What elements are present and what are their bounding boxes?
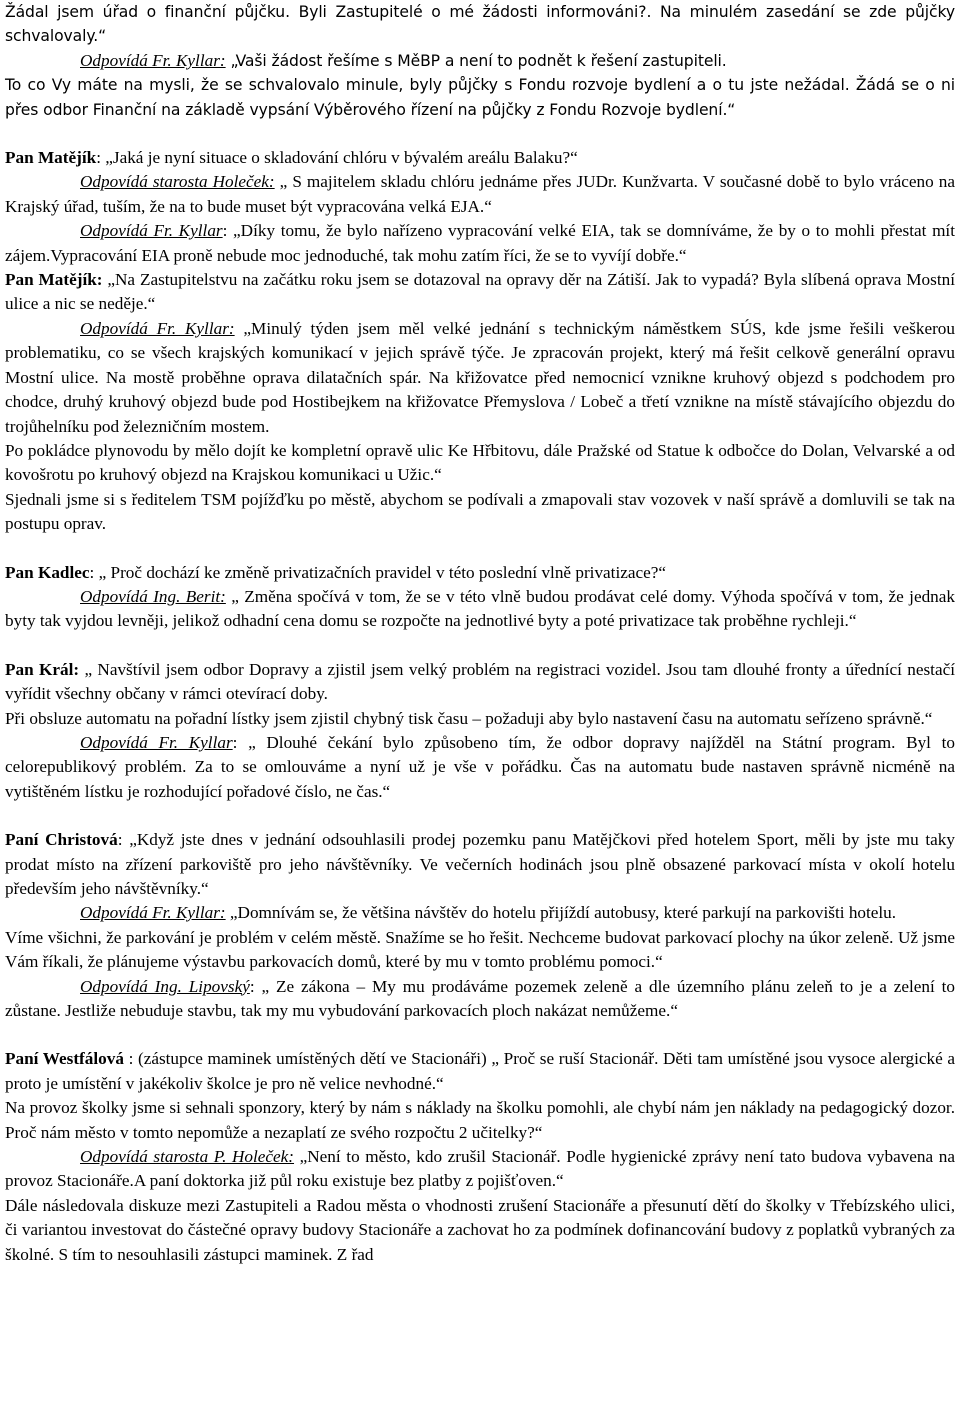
paragraph-p6	[5, 219, 955, 268]
text-run: Při obsluze automatu na pořadní lístky jsem zjistil chybný tisk času – požaduji aby bylo nastavení času na automatu seřízeno správně.“	[5, 708, 933, 728]
respondent-label: Odpovídá Fr. Kyllar	[80, 221, 223, 241]
paragraph-p18	[5, 926, 955, 975]
text-run: Dále následovala diskuze mezi Zastupiteli a Radou města o vhodnosti zrušení Stacionáře a přesunutí dětí do školky v Třebízského ulici, či variantou investovat do částečné opravy budovy Stacionáře a zachovat ho za podmínek dofinancování budovy z poplatků vybraných za školné. S tím to nesouhlasili zástupci maminek. Z řad	[5, 1195, 955, 1264]
text-run: „Minulý týden jsem měl velké jednání s technickým náměstkem SÚS, kde jsme řešili veškerou problematiku, co se všech krajských komunikací v jejich správě týče. Je zpracován projekt, který má řešit celkově generální opravu Mostní ulice. Na mostě proběhne oprava dilatačních spár. Na křižovatce před nemocnicí vznikne kruhový objezd s podchodem pro chodce, druhý kruhový objezd bude pod Hostibejkem na křižovatce Přemyslova / Lobeč a třetí vznikne na místě stávajícího objezdu do trojůhelníku pod železničním mostem.	[5, 318, 955, 436]
text-run: „ Navštívil jsem odbor Dopravy a zjistil jsem velký problém na registraci vozidel. Jsou tam dlouhé fronty a úřednící nestačí vyřídit všechny občany v rámci otevírací doby.	[5, 659, 955, 704]
text-run: : „ Dlouhé čekání bylo způsobeno tím, že odbor dopravy najížděl na Státní program. Byl to celorepublikový problém. Za to se omlouváme a nyní už je vše v pořádku. Čas na automatu bude nastaven správně nicméně na vytištěném lístku je rozhodující pořadové číslo, ne čas.“	[5, 732, 955, 801]
text-run: : „Jaká je nyní situace o skladování chlóru v bývalém areálu Balaku?“	[96, 148, 578, 168]
paragraph-p11	[5, 561, 955, 585]
paragraph-p7	[5, 268, 955, 317]
text-run: : „ Proč dochází ke změně privatizačních pravidel v této poslední vlně privatizace?“	[89, 562, 666, 582]
speaker-name: Paní Westfálová	[5, 1049, 124, 1069]
paragraph-p1	[5, 0, 955, 49]
respondent-label: Odpovídá Ing. Berit:	[80, 586, 226, 606]
text-run: To co Vy máte na mysli, že se schvalovalo minule, byly půjčky s Fondu rozvoje bydlení a o tu jste nežádal. Žádá se o ni přes odbor Finanční na základě vypsání Výběrového řízení na půjčky z Fondu Rozvoje bydlení.“	[5, 76, 955, 119]
paragraph-p17	[5, 901, 955, 925]
respondent-label: Odpovídá starosta P. Holeček:	[80, 1147, 295, 1167]
paragraph-p4	[5, 146, 955, 170]
paragraph-spacer	[5, 804, 955, 828]
paragraph-p5	[5, 170, 955, 219]
paragraph-spacer	[5, 634, 955, 658]
text-run: : „Když jste dnes v jednání odsouhlasili prodej pozemku panu Matějčkovi před hotelem Sport, měli by jste mu taky prodat místo na zřízení parkoviště pro jeho návštěvníky. Ve večerních hodinách jsou plně obsazené parkovací místa v okolí hotelu především jeho návštěvníky.“	[5, 830, 955, 898]
respondent-label: Odpovídá Fr. Kyllar	[80, 732, 233, 752]
paragraph-p22	[5, 1145, 955, 1194]
paragraph-spacer	[5, 122, 955, 146]
speaker-name: Pan Matějík	[5, 148, 97, 168]
text-run: „Na Zastupitelstvu na začátku roku jsem se dotazoval na opravy děr na Zátiší. Jak to vypadá? Byla slíbená oprava Mostní ulice a nic se neděje.“	[5, 270, 955, 314]
paragraph-p2	[5, 49, 955, 73]
speaker-name: Pan Matějík:	[5, 270, 103, 290]
respondent-label: Odpovídá starosta Holeček:	[80, 172, 275, 192]
text-run: „ S majitelem skladu chlóru jednáme přes JUDr. Kunžvarta. V současné době to bylo vráceno na Krajský úřad, tuším, že na to bude muset být vypracována velká EJA.“	[5, 172, 955, 216]
paragraph-spacer	[5, 537, 955, 561]
text-run: „Není to město, kdo zrušil Stacionář. Podle hygienické zprávy není tato budova vybavena na provoz Stacionáře.A paní doktorka již půl roku existuje bez platby z pojišťoven.“	[5, 1147, 955, 1191]
paragraph-p13	[5, 658, 955, 707]
respondent-label: Odpovídá Fr. Kyllar:	[80, 903, 226, 923]
paragraph-p20	[5, 1047, 955, 1096]
paragraph-p9	[5, 439, 955, 488]
text-run: Po pokládce plynovodu by mělo dojít ke kompletní opravě ulic Ke Hřbitovu, dále Pražské od Statue k odbočce do Dolan, Velvarské a od kovošrotu po kruhový objezd na Krajskou komunikaci u Užic.“	[5, 440, 955, 485]
text-run: Na provoz školky jsme si sehnali sponzory, který by nám s náklady na školku pomohli, ale chybí nám jen náklady na pedagogický dozor. Proč nám město v tomto nepomůže a nezaplatí ze svého rozpočtu 2 učitelky?“	[5, 1098, 955, 1142]
paragraph-p23	[5, 1194, 955, 1267]
text-run: Žádal jsem úřad o finanční půjčku. Byli Zastupitelé o mé žádosti informováni?. Na minulém zasedání se zde půjčky schvalovaly.“	[5, 3, 955, 46]
paragraph-p14	[5, 707, 955, 731]
text-run: : (zástupce maminek umístěných dětí ve Stacionáři) „ Proč se ruší Stacionář. Děti tam umístěné jsou vysoce alergické a proto je umístění v jakékoliv školce je pro ně velice nevhodné.“	[5, 1049, 955, 1093]
paragraph-p3	[5, 73, 955, 122]
text-run: Sjednali jsme si s ředitelem TSM pojížďku po městě, abychom se podívali a zmapovali stav vozovek v naší správě a domluvili se tak na postupu oprav.	[5, 489, 955, 534]
speaker-name: Paní Christová	[5, 830, 118, 850]
paragraph-p19	[5, 975, 955, 1024]
text-run: „ Změna spočívá v tom, že se v této vlně budou prodávat celé domy. Výhoda spočívá v tom, že jednak byty tak vyjdou levněji, jelikož odhadní cena domu se rozpočte na jednotlivé byty a poté privatizace tak proběhne rychleji.“	[5, 586, 955, 631]
text-run: „Vaši žádost řešíme s MěBP a není to podnět k řešení zastupiteli.	[225, 51, 727, 70]
respondent-label: Odpovídá Fr. Kyllar:	[80, 50, 226, 70]
paragraph-p21	[5, 1096, 955, 1145]
paragraph-p8	[5, 317, 955, 439]
paragraph-spacer	[5, 1023, 955, 1047]
paragraph-p15	[5, 731, 955, 804]
speaker-name: Pan Kadlec	[5, 562, 90, 582]
respondent-label: Odpovídá Ing. Lipovský	[80, 976, 250, 996]
paragraph-p16	[5, 828, 955, 901]
text-run: : „ Ze zákona – My mu prodáváme pozemek zeleně a dle územního plánu zeleň to je a zelení to zůstane. Jestliže nebuduje stavbu, tak my mu vybudování parkovacích ploch nakázat nemůžeme.“	[5, 976, 955, 1021]
text-run: „Domnívám se, že většina návštěv do hotelu přijíždí autobusy, které parkují na parkovišti hotelu.	[225, 903, 897, 923]
respondent-label: Odpovídá Fr. Kyllar:	[80, 318, 235, 338]
paragraph-p12	[5, 585, 955, 634]
text-run: : „Díky tomu, že bylo nařízeno vypracování velké EIA, tak se domníváme, že by o to mohli přestat mít zájem.Vypracování EIA proně nebude moc jednoduché, tak mohu zatím říci, že se to vyvíjí dobře.“	[5, 221, 955, 265]
text-run: Víme všichni, že parkování je problém v celém městě. Snažíme se ho řešit. Nechceme budovat parkovací plochy na úkor zeleně. Už jsme Vám říkali, že plánujeme výstavbu parkovacích domů, které by mu v tomto problému pomoci.“	[5, 927, 955, 972]
speaker-name: Pan Král:	[5, 659, 80, 679]
paragraph-p10	[5, 488, 955, 537]
